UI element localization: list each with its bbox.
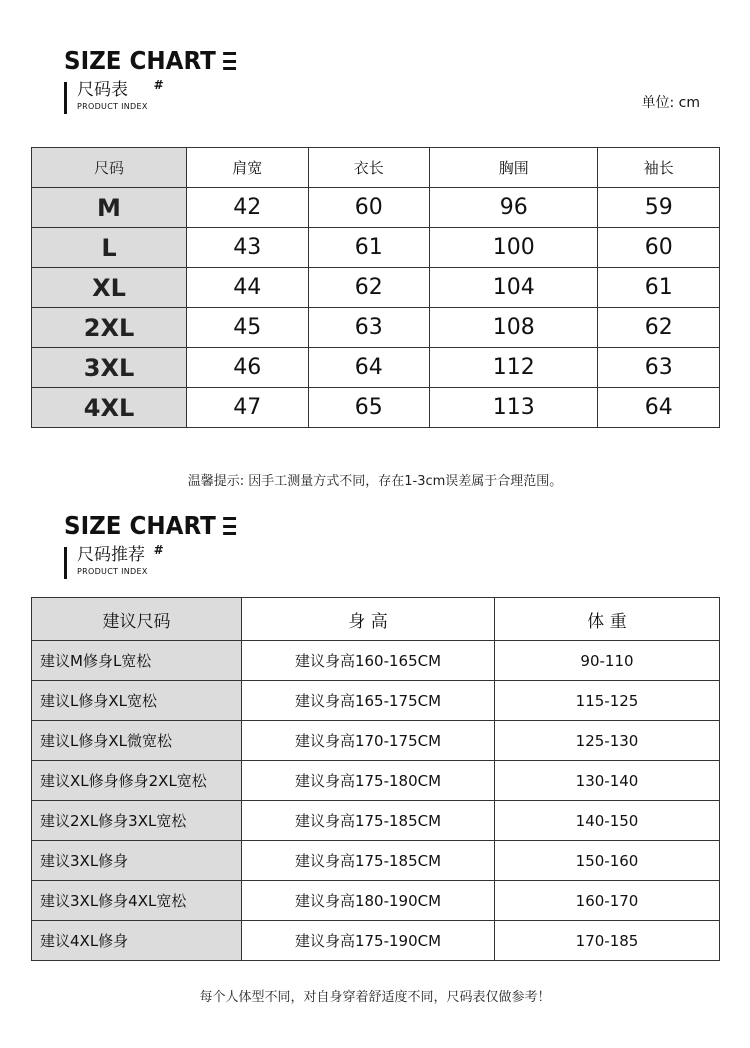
- size-recommend-title: [64, 511, 236, 541]
- header-cell: 尺码: [32, 148, 187, 188]
- value-cell: 61: [598, 268, 720, 308]
- size-table-header: [32, 148, 720, 188]
- size-chart-title-text: SIZE CHART: [64, 46, 216, 75]
- header-cell: 体 重: [495, 598, 720, 641]
- subtitle-bar: [64, 547, 67, 579]
- table-row: [32, 308, 720, 348]
- value-cell: 45: [187, 308, 309, 348]
- value-cell: 108: [430, 308, 598, 348]
- table-row: [32, 268, 720, 308]
- recommend-table: [31, 597, 720, 961]
- value-cell: 47: [187, 388, 309, 428]
- value-cell: 64: [308, 348, 430, 388]
- subtitle-en: PRODUCT INDEX: [77, 102, 148, 111]
- height-cell: 建议身高175-190CM: [242, 921, 495, 961]
- weight-cell: 130-140: [495, 761, 720, 801]
- size-recommend-title-text: SIZE CHART: [64, 511, 216, 540]
- header-cell: 胸围: [430, 148, 598, 188]
- size-cell: XL: [32, 268, 187, 308]
- header-cell: 衣长: [308, 148, 430, 188]
- table-row: [32, 801, 720, 841]
- value-cell: 112: [430, 348, 598, 388]
- rec-size-cell: 建议4XL修身: [32, 921, 242, 961]
- value-cell: 62: [598, 308, 720, 348]
- rec-size-cell: 建议3XL修身: [32, 841, 242, 881]
- value-cell: 44: [187, 268, 309, 308]
- rec-size-cell: 建议L修身XL宽松: [32, 681, 242, 721]
- rec-size-cell: 建议2XL修身3XL宽松: [32, 801, 242, 841]
- weight-cell: 125-130: [495, 721, 720, 761]
- weight-cell: 90-110: [495, 641, 720, 681]
- header-cell: 建议尺码: [32, 598, 242, 641]
- weight-cell: 115-125: [495, 681, 720, 721]
- header-cell: 身 高: [242, 598, 495, 641]
- table-row: [32, 921, 720, 961]
- size-cell: 3XL: [32, 348, 187, 388]
- rec-size-cell: 建议3XL修身4XL宽松: [32, 881, 242, 921]
- subtitle-bar: [64, 82, 67, 114]
- value-cell: 62: [308, 268, 430, 308]
- subtitle-en: PRODUCT INDEX: [77, 567, 148, 576]
- table-row: [32, 348, 720, 388]
- height-cell: 建议身高180-190CM: [242, 881, 495, 921]
- value-cell: 43: [187, 228, 309, 268]
- size-recommend-subtitle: [64, 545, 251, 579]
- table-row: [32, 228, 720, 268]
- size-table: [31, 147, 720, 428]
- table-row: [32, 681, 720, 721]
- unit-label: 单位: cm: [641, 95, 700, 111]
- height-cell: 建议身高175-185CM: [242, 841, 495, 881]
- hash-mark: #: [153, 78, 164, 92]
- value-cell: 46: [187, 348, 309, 388]
- value-cell: 42: [187, 188, 309, 228]
- height-cell: 建议身高175-185CM: [242, 801, 495, 841]
- value-cell: 61: [308, 228, 430, 268]
- measurement-note: 温馨提示: 因手工测量方式不同，存在1-3cm误差属于合理范围。: [187, 474, 563, 489]
- menu-lines-icon: [223, 517, 236, 535]
- value-cell: 65: [308, 388, 430, 428]
- hash-mark: #: [153, 543, 164, 557]
- recommend-table-header: [32, 598, 720, 641]
- height-cell: 建议身高160-165CM: [242, 641, 495, 681]
- table-row: [32, 388, 720, 428]
- value-cell: 60: [598, 228, 720, 268]
- value-cell: 63: [308, 308, 430, 348]
- size-chart-header: [64, 46, 251, 114]
- subtitle-cn: 尺码表: [77, 80, 128, 100]
- value-cell: 113: [430, 388, 598, 428]
- header-cell: 肩宽: [187, 148, 309, 188]
- size-recommend-header: [64, 511, 251, 579]
- weight-cell: 150-160: [495, 841, 720, 881]
- menu-lines-icon: [223, 52, 236, 70]
- table-row: [32, 881, 720, 921]
- weight-cell: 140-150: [495, 801, 720, 841]
- table-row: [32, 641, 720, 681]
- size-chart-subtitle: [64, 80, 251, 114]
- table-row: [32, 721, 720, 761]
- value-cell: 63: [598, 348, 720, 388]
- rec-size-cell: 建议XL修身修身2XL宽松: [32, 761, 242, 801]
- size-cell: 4XL: [32, 388, 187, 428]
- value-cell: 104: [430, 268, 598, 308]
- weight-cell: 160-170: [495, 881, 720, 921]
- fit-note: 每个人体型不同，对自身穿着舒适度不同，尺码表仅做参考！: [199, 990, 551, 1005]
- rec-size-cell: 建议M修身L宽松: [32, 641, 242, 681]
- weight-cell: 170-185: [495, 921, 720, 961]
- value-cell: 60: [308, 188, 430, 228]
- value-cell: 59: [598, 188, 720, 228]
- height-cell: 建议身高175-180CM: [242, 761, 495, 801]
- value-cell: 96: [430, 188, 598, 228]
- value-cell: 100: [430, 228, 598, 268]
- table-row: [32, 841, 720, 881]
- table-row: [32, 761, 720, 801]
- header-cell: 袖长: [598, 148, 720, 188]
- rec-size-cell: 建议L修身XL微宽松: [32, 721, 242, 761]
- height-cell: 建议身高170-175CM: [242, 721, 495, 761]
- size-cell: L: [32, 228, 187, 268]
- value-cell: 64: [598, 388, 720, 428]
- size-chart-title: [64, 46, 236, 76]
- size-cell: 2XL: [32, 308, 187, 348]
- table-row: [32, 188, 720, 228]
- height-cell: 建议身高165-175CM: [242, 681, 495, 721]
- size-cell: M: [32, 188, 187, 228]
- subtitle-cn: 尺码推荐: [77, 545, 145, 565]
